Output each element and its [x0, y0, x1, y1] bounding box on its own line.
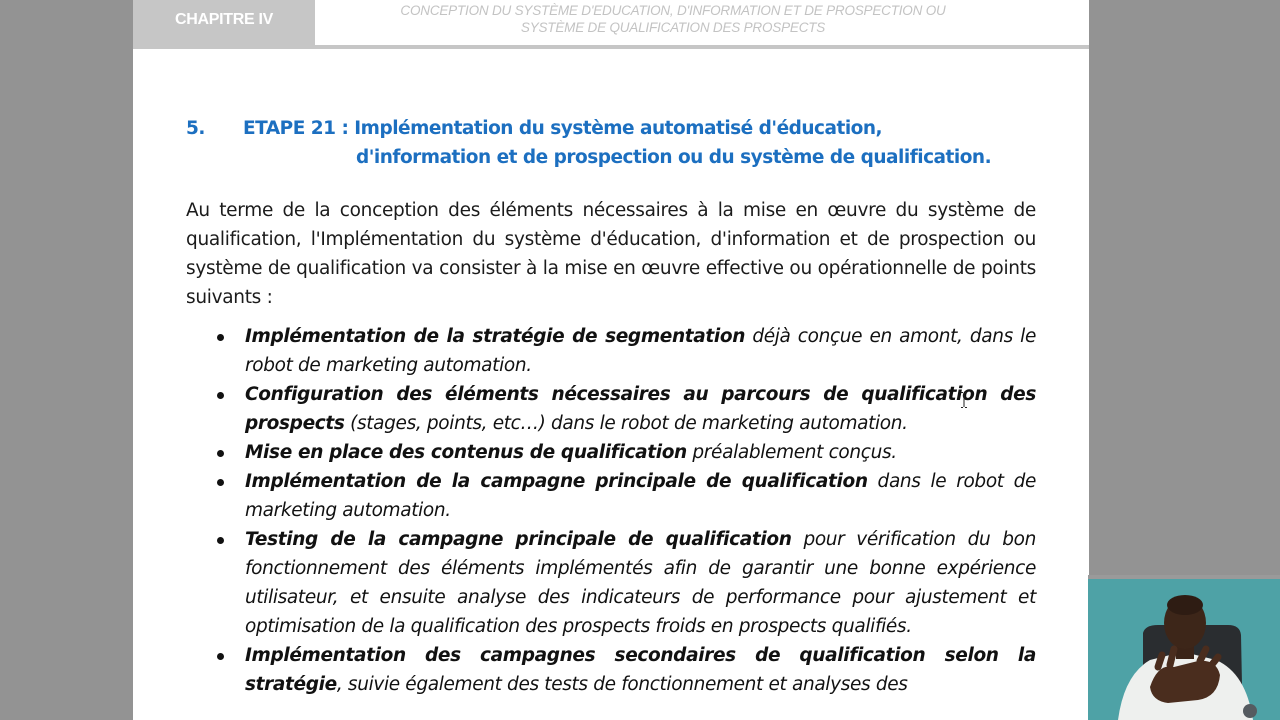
header-divider [133, 45, 1089, 49]
bullet-icon [217, 537, 224, 544]
list-item-bold: Configuration des éléments nécessaires au parcours de qualification des prospects [245, 384, 1036, 434]
section-number: 5. [186, 118, 205, 139]
list-item-bold: Implémentation de la campagne principale de qualification [245, 471, 868, 492]
list-item [186, 641, 1036, 699]
list-item-text: déjà conçue en amont, dans le robot de marketing automation. [245, 326, 1036, 376]
list-item-bold: Testing de la campagne principale de qualification [245, 529, 792, 550]
list-item-bold: Mise en place des contenus de qualification [245, 442, 687, 463]
intro-paragraph: Au terme de la conception des éléments nécessaires à la mise en œuvre du système de qualification, l'Implémentation du système d'éducation, d'information et de prospection ou système de qualification va consister à la mise en œuvre effective ou opérationnelle de points suivants : [186, 200, 1036, 308]
header-title-line1: CONCEPTION DU SYSTÈME D'EDUCATION, D'INFORMATION ET DE PROSPECTION OU [400, 3, 946, 18]
list-item [186, 467, 1036, 525]
chapter-label-text: CHAPITRE IV [174, 10, 274, 28]
list-item-text: préalablement conçus. [686, 442, 897, 463]
list-item [186, 438, 1036, 467]
text-cursor-icon [961, 392, 967, 408]
list-item [186, 525, 1036, 641]
document-page [133, 0, 1089, 720]
bullet-icon [217, 334, 224, 341]
section-title-line1: ETAPE 21 : Implémentation du système automatisé d'éducation, [243, 118, 883, 139]
list-item-bold: Implémentation de la stratégie de segmentation [245, 326, 746, 347]
bullet-icon [217, 653, 224, 660]
header-title-line2: SYSTÈME DE QUALIFICATION DES PROSPECTS [520, 20, 826, 35]
list-item-bold: Implémentation des campagnes secondaires de qualification selon la stratégie [245, 645, 1036, 695]
bullet-list [186, 322, 1036, 699]
list-item-text: pour vérification du bon fonctionnement des éléments implémentés afin de garantir une bonne expérience utilisateur, et ensuite analyse des indicateurs de performance pour ajustement et optimisation de la qualification des prospects froids en prospects qualifiés. [245, 529, 1036, 637]
list-item-text: dans le robot de marketing automation. [245, 471, 1037, 521]
bullet-icon [217, 479, 224, 486]
list-item [186, 322, 1036, 380]
list-item [186, 380, 1036, 438]
running-header-title [333, 2, 1013, 36]
webcam-overlay [1088, 575, 1280, 720]
list-item-text: (stages, points, etc…) dans le robot de marketing automation. [344, 413, 908, 434]
presenter-video-icon [1088, 575, 1280, 720]
bullet-icon [217, 392, 224, 399]
bullet-icon [217, 450, 224, 457]
chapter-label [133, 0, 315, 45]
section-title-line2: d'information et de prospection ou du système de qualification. [356, 147, 992, 168]
list-item-text: , suivie également des tests de fonctionnement et analyses des [336, 674, 908, 695]
